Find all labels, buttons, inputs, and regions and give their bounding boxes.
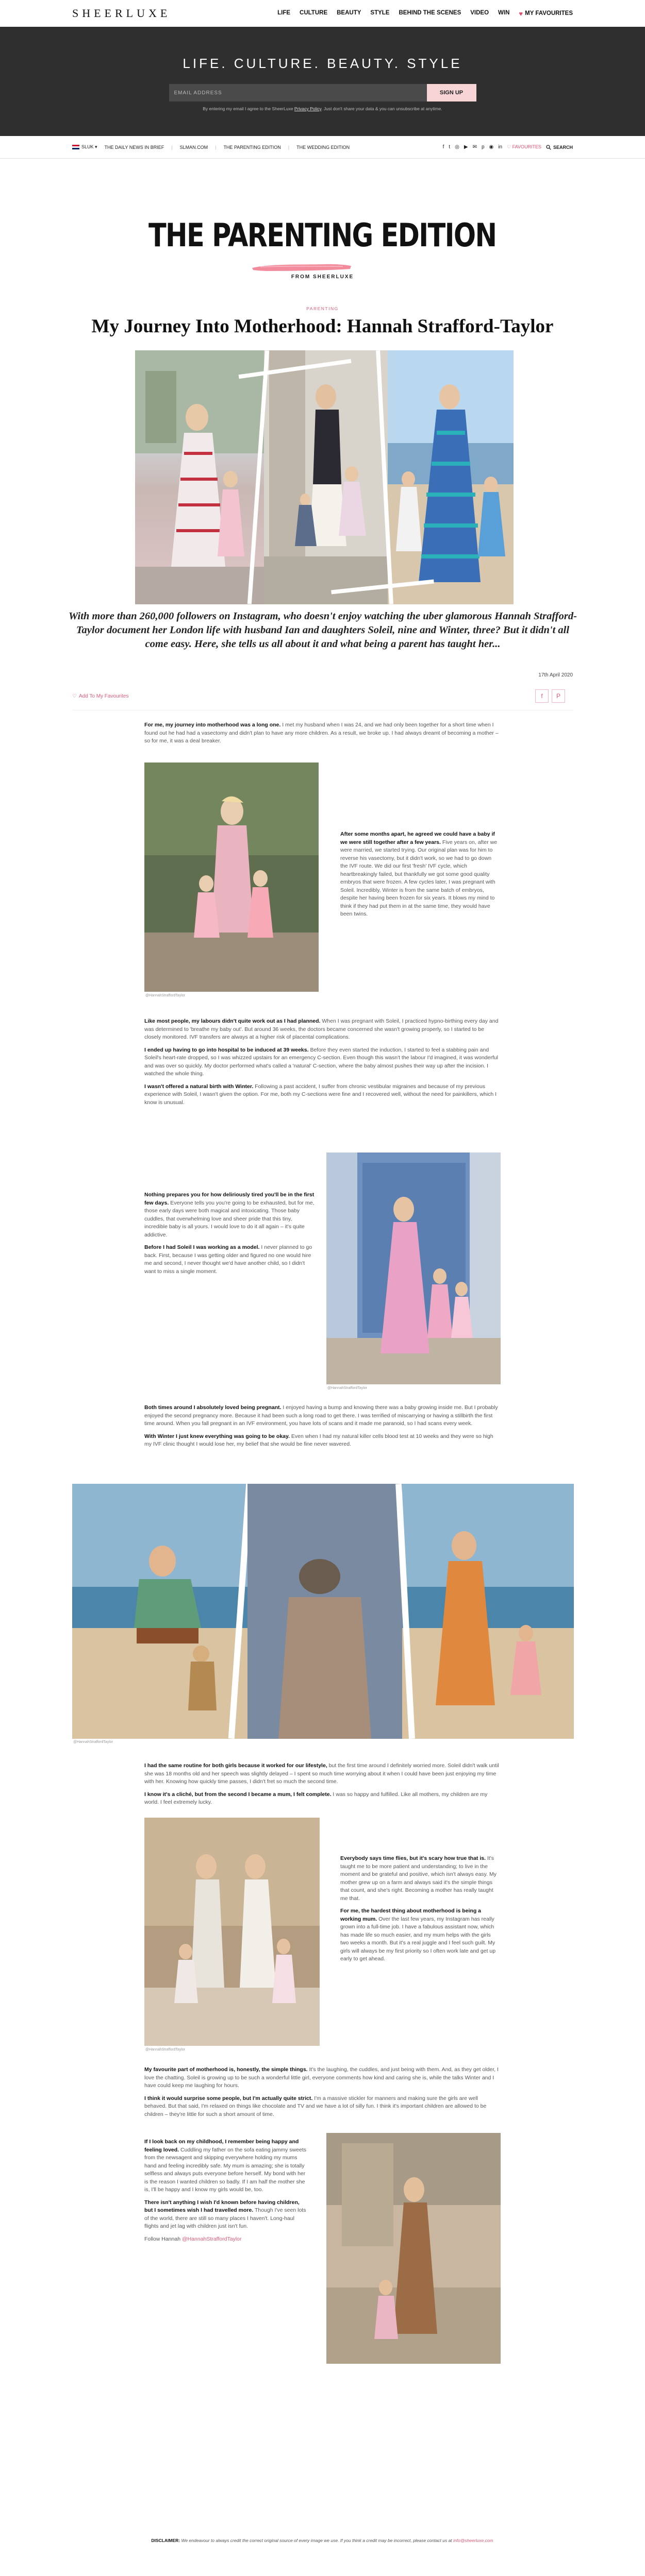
- privacy-policy-link[interactable]: Privacy Policy: [294, 106, 322, 111]
- paragraph-body: but the first time around I definitely worried more. Soleil didn't walk until she was 18 months old and her speech was slightly delayed – I spent so much time worrying about it when I could have been just enjoying my time with her. Knowing how quickly time passes, I didn't fret so much the second time.: [144, 1762, 499, 1785]
- consent-suffix: . Just don't share your data & you can unsubscribe at anytime.: [321, 106, 442, 111]
- paragraph-body: Even when I had my natural killer cells blood test at 10 weeks and they were so high my IVF clinic thought I would lose her, my belief that she would be fine never wavered.: [144, 1433, 493, 1447]
- photo-caption: @HannahStraffordTaylor: [145, 2048, 186, 2052]
- article-headline: My Journey Into Motherhood: Hannah Strafford-Taylor: [91, 316, 554, 337]
- article-photo-2: [326, 1153, 501, 1384]
- add-to-favourites-label: Add To My Favourites: [78, 693, 129, 699]
- article-photo-1: [144, 762, 319, 992]
- main-menu: [277, 10, 573, 18]
- paragraph-body: Everyone tells you you're going to be exhausted, but for me, those early days were both magical and intoxicating. Those baby cuddles, that overwhelming love and sheer pride that this tiny, incredible baby is all yours. I would love to do it all again – it's quite addictive.: [144, 1199, 315, 1238]
- secondary-nav-tools: [443, 144, 573, 150]
- secondary-nav-links: [72, 144, 350, 150]
- paragraph-lead: I think it would surprise some people, but I'm actually quite strict.: [144, 2095, 313, 2102]
- paragraph-lead: I wasn't offered a natural birth with Winter.: [144, 1083, 254, 1090]
- paragraph-lead: Before I had Soleil I was working as a model.: [144, 1244, 260, 1250]
- edition-title: THE PARENTING EDITION: [148, 216, 497, 254]
- favourites-link[interactable]: ♡ FAVOURITES: [507, 144, 541, 149]
- facebook-share-icon[interactable]: f: [535, 689, 549, 703]
- instagram-icon[interactable]: ◎: [455, 144, 459, 150]
- paragraph-body: I was so happy and fulfilled. Like all mothers, my children are my world. I feel extremely lucky.: [144, 1791, 488, 1805]
- podcast-icon[interactable]: ◉: [489, 144, 494, 150]
- article-date: 17th April 2020: [538, 672, 573, 678]
- subnav-parenting-edition[interactable]: THE PARENTING EDITION: [223, 144, 281, 150]
- linkedin-icon[interactable]: in: [498, 144, 503, 150]
- divider: |: [171, 144, 173, 150]
- paragraph-body: Over the last few years, my Instagram has really grown into a full-time job. I have a fabulous assistant now, which has made life so much easier, and my mum helps with the girls two weeks a month. But it's a real juggle and I feel such guilt. My girls will always be my first priority so I often work late and get up early to get ahead.: [340, 1916, 496, 1962]
- search-label: SEARCH: [553, 144, 573, 150]
- paragraph-body: Following a past accident, I suffer from chronic vestibular migraines and because of my previous experience with Soleil, I wasn't given the option. For me, both my C-sections were fine and I recovered well, without the need for painkillers, which I know is unusual.: [144, 1083, 497, 1106]
- signup-button[interactable]: SIGN UP: [427, 84, 476, 101]
- paragraph-lead: I had the same routine for both girls because it worked for our lifestyle,: [144, 1762, 327, 1769]
- secondary-nav: [0, 136, 645, 159]
- article-standfirst: With more than 260,000 followers on Instagram, who doesn't enjoy watching the uber glamorous Hannah Strafford-Taylor document her London life with husband Ian and daughters Soleil, nine and Winter, three? But it didn't all come easy. Here, she tells us all about it and what being a parent has taught her...: [69, 611, 577, 650]
- twitter-icon[interactable]: t: [449, 144, 451, 150]
- photo-caption: @HannahStraffordTaylor: [327, 1386, 368, 1390]
- paragraph-lead: With Winter I just knew everything was going to be okay.: [144, 1433, 290, 1439]
- newsletter-consent: [203, 106, 442, 111]
- pinterest-icon[interactable]: p: [481, 144, 485, 150]
- article-paragraph: [340, 1855, 500, 1968]
- photo-caption: @HannahStraffordTaylor: [145, 994, 186, 997]
- paragraph-lead: Everybody says time flies, but it's scary how true that is.: [340, 1855, 486, 1861]
- nav-life[interactable]: LIFE: [277, 9, 291, 16]
- disclaimer-label: DISCLAIMER:: [151, 2538, 180, 2543]
- paragraph-lead: There isn't anything I wish I'd known before having children, but I sometimes wish I had travelled more.: [144, 2199, 300, 2213]
- paragraph-body: It's taught me to be more patient and understanding; to live in the moment and be grateful and positive, which isn't always easy. My mother grew up on a farm and always said it's the simple things that count, and she's right. Becoming a mother has really taught me that.: [340, 1855, 497, 1902]
- email-field[interactable]: [169, 84, 427, 101]
- hero-photo-1: [135, 350, 264, 604]
- paragraph-lead: For me, the hardest thing about motherhood is being a working mum.: [340, 1908, 482, 1922]
- share-buttons: [535, 689, 565, 703]
- subnav-daily-news[interactable]: THE DAILY NEWS IN BRIEF: [104, 144, 164, 150]
- article-paragraph: [144, 2138, 307, 2248]
- youtube-icon[interactable]: ▶: [464, 144, 468, 150]
- contact-email-link[interactable]: info@sheerluxe.com: [453, 2538, 493, 2543]
- paragraph-lead: Nothing prepares you for how deliriously tired you'll be in the first few days.: [144, 1192, 315, 1206]
- consent-prefix: By entering my email I agree to the SheerLuxe: [203, 106, 294, 111]
- newsletter-title: LIFE. CULTURE. BEAUTY. STYLE: [183, 56, 462, 71]
- brush-stroke-icon: [250, 261, 353, 273]
- disclaimer-body: We endeavour to always credit the correct original source of every image we use. If you think a credit may be incorrect, please contact us at: [180, 2538, 454, 2543]
- article-paragraph: [340, 831, 500, 923]
- nav-my-favourites[interactable]: [519, 10, 573, 18]
- paragraph-lead: Both times around I absolutely loved being pregnant.: [144, 1404, 282, 1411]
- instagram-handle-link[interactable]: @HannahStraffordTaylor: [181, 2235, 242, 2242]
- nav-win[interactable]: WIN: [498, 9, 510, 16]
- newsletter-banner: [0, 27, 645, 136]
- heart-outline-icon: ♡: [72, 693, 77, 699]
- paragraph-lead: After some months apart, he agreed we could have a baby if we were still together after a few years.: [340, 831, 495, 845]
- nav-video[interactable]: VIDEO: [470, 9, 489, 16]
- pinterest-share-icon[interactable]: P: [552, 689, 565, 703]
- site-logo[interactable]: SHEERLUXE: [72, 7, 171, 20]
- paragraph-lead: I know it's a cliché, but from the second I became a mum, I felt complete.: [144, 1791, 332, 1798]
- divider: |: [215, 144, 217, 150]
- subnav-slman[interactable]: SLMAN.COM: [179, 144, 208, 150]
- paragraph-body: I'm a massive stickler for manners and making sure the girls are well behaved. But that said, I'm relaxed on things like chocolate and TV and we have a lot of silly fun. I think it's important children are allowed to be children – they're little for such a short amount of time.: [144, 2095, 487, 2117]
- hero-photo-3: [388, 350, 514, 604]
- article-paragraph: [144, 2066, 500, 2123]
- facebook-icon[interactable]: f: [442, 144, 444, 150]
- article-category[interactable]: PARENTING: [306, 306, 339, 311]
- edition-subtitle: FROM SHEERLUXE: [291, 274, 354, 280]
- add-to-favourites-button[interactable]: [72, 693, 129, 699]
- nav-culture[interactable]: CULTURE: [300, 9, 328, 16]
- top-nav: [0, 0, 645, 27]
- article-photo-4: [326, 2133, 501, 2364]
- nav-behind-the-scenes[interactable]: BEHIND THE SCENES: [399, 9, 461, 16]
- paragraph-lead: If I look back on my childhood, I remember being happy and feeling loved.: [144, 2139, 299, 2153]
- article-paragraph: [144, 1018, 500, 1111]
- region-selector[interactable]: SLUK ▾: [72, 144, 97, 150]
- region-label: SLUK: [81, 144, 94, 149]
- article-paragraph: [144, 1404, 500, 1453]
- divider: |: [288, 144, 290, 150]
- paragraph-body: I met my husband when I was 24, and we had only been together for a short time when I found out he had had a vasectomy and didn't plan to have any more children. As a result, we broke up. I had always dreamt of becoming a mother – so for me, it was a deal breaker.: [144, 722, 499, 744]
- hero-collage-image: [135, 350, 514, 604]
- disclaimer: [144, 2537, 500, 2544]
- paragraph-lead: My favourite part of motherhood is, honestly, the simple things.: [144, 2066, 308, 2073]
- favourites-label: FAVOURITES: [512, 144, 541, 149]
- nav-beauty[interactable]: BEAUTY: [337, 9, 361, 16]
- paragraph-lead: Like most people, my labours didn't quite work out as I had planned.: [144, 1018, 321, 1024]
- uk-flag-icon: [72, 145, 79, 149]
- article-paragraph: [144, 1762, 500, 1811]
- paragraph-body: Though I've seen lots of the world, there are still so many places I haven't. Long-haul flights and jet lag with children just isn't fun.: [144, 2207, 306, 2229]
- edition-masthead: [0, 216, 645, 280]
- follow-prefix: Follow Hannah: [144, 2235, 182, 2242]
- photo-caption: @HannahStraffordTaylor: [73, 1740, 113, 1744]
- paragraph-body: When I was pregnant with Soleil, I practiced hypno-birthing every day and was determined to 'breathe my baby out'. But around 36 weeks, the doctors became concerned she wasn't growing properly, so I started to be closely monitored. IVF transfers are always at a higher risk of placental complications.: [144, 1018, 499, 1040]
- hero-photo-2: [264, 350, 388, 604]
- article-paragraph: [144, 1191, 315, 1280]
- search-button[interactable]: [546, 145, 573, 150]
- search-icon: [546, 145, 551, 150]
- nav-style[interactable]: STYLE: [370, 9, 390, 16]
- nav-my-favourites-label: MY FAVOURITES: [525, 10, 573, 16]
- paragraph-body: Five years on, after we were married, we started trying. Our original plan was for him to reverse his vasectomy, but it didn't work, so we had to go down the IVF route. We did our first 'fresh' IVF cycle, which heartbreakingly failed, but thankfully we got some good quality embryos that were frozen. A few cycles later, I was pregnant with Soleil. Incredibly, Winter is from the same batch of embryos, despite her having been frozen for six years. It blows my mind to think if they had put them in at the same time, they would have been twins.: [340, 839, 498, 917]
- paragraph-body: Cuddling my father on the sofa eating jammy sweets from the newsagent and skipping everywhere holding my mums hand and feeling incredibly safe. My mum is amazing; she is totally selfless and always puts everyone before herself. My bond with her is the reason I wanted children so badly. If I am half the mother she is, I'll be happy and I know my girls would be, too.: [144, 2146, 306, 2193]
- paragraph-body: It's the laughing, the cuddles, and just being with them. And, as they get older, I love the chatting. Soleil is growing up to be such a wonderful little girl, everyone comments how kind and caring she is, while the talks Winter and I have could keep me laughing for hours.: [144, 2066, 499, 2089]
- newsletter-form: [169, 84, 476, 101]
- paragraph-lead: For me, my journey into motherhood was a long one.: [144, 722, 281, 728]
- email-icon[interactable]: ✉: [472, 144, 477, 150]
- paragraph-body: I never planned to go back. First, because I was getting older and figured no one would hire me and second, I never thought we'd have another child, so I didn't want to miss a single moment.: [144, 1244, 312, 1275]
- heart-icon: ♥: [519, 9, 523, 18]
- subnav-wedding-edition[interactable]: THE WEDDING EDITION: [296, 144, 350, 150]
- article-photo-3: [144, 1818, 320, 2046]
- article-paragraph: [144, 721, 500, 750]
- beach-collage-image: [72, 1484, 574, 1739]
- paragraph-body: I enjoyed having a bump and knowing there was a baby growing inside me. But I probably enjoyed the second pregnancy more. Because it had been such a long road to get there. I was terrified of miscarrying or having a stillbirth the first time around. When you fall pregnant in an IVF environment, you have lots of scans and it made me paranoid, so I had scans every week.: [144, 1404, 498, 1427]
- paragraph-lead: I ended up having to go into hospital to be induced at 39 weeks.: [144, 1046, 309, 1053]
- paragraph-body: Before they even started the induction, I started to feel a stabbing pain and Soleil's heart-rate dropped, so I was whizzed upstairs for an emergency C-section. Even though this wasn't the labour I'd imagined, it was wonderful and was over so quickly. My doctor performed what's called a 'natural' C-section, where the baby almost pushes their way up after the incision. I watched the whole thing.: [144, 1046, 498, 1077]
